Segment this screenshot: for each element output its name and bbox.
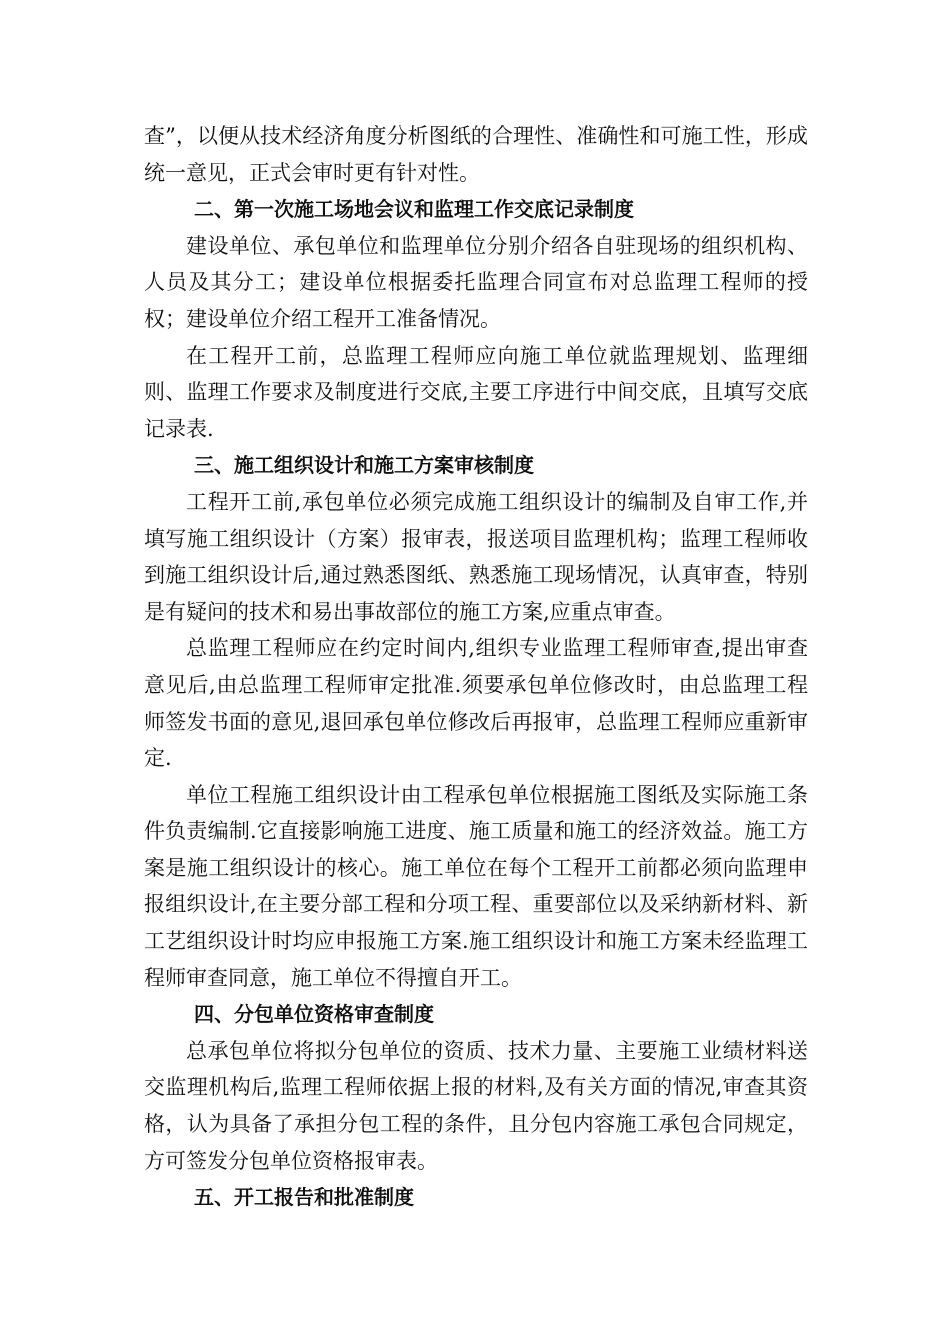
section-heading-3: 三、施工组织设计和施工方案审核制度 (194, 453, 534, 478)
paragraph: 总承包单位将拟分包单位的资质、技术力量、主要施工业绩材料送交监理机构后,监理工程师依据上报的材料,及有关方面的情况,审查其资格，认为具备了承担分包工程的条件，且分包内容施工承包合同规定，方可签发分包单位资格报审表。 (144, 1038, 808, 1173)
paragraph: 单位工程施工组织设计由工程承包单位根据施工图纸及实际施工条件负责编制.它直接影响施工进度、施工质量和施工的经济效益。施工方案是施工组织设计的核心。施工单位在每个工程开工前都必须向监理申报组织设计,在主要分部工程和分项工程、重要部位以及采纳新材料、新工艺组织设计时均应申报施工方案.施工组织设计和施工方案未经监理工程师审查同意，施工单位不得擅自开工。 (144, 782, 808, 990)
document-body (144, 118, 808, 1216)
paragraph: 在工程开工前，总监理工程师应向施工单位就监理规划、监理细则、监理工作要求及制度进行交底,主要工序进行中间交底，且填写交底记录表. (144, 343, 808, 441)
paragraph: 工程开工前,承包单位必须完成施工组织设计的编制及自审工作,并填写施工组织设计（方案）报审表，报送项目监理机构；监理工程师收到施工组织设计后,通过熟悉图纸、熟悉施工现场情况，认真审查，特别是有疑问的技术和易出事故部位的施工方案,应重点审查。 (144, 489, 808, 624)
paragraph: 总监理工程师应在约定时间内,组织专业监理工程师审查,提出审查意见后,由总监理工程师审定批准.须要承包单位修改时，由总监理工程师签发书面的意见,退回承包单位修改后再报审，总监理工程师应重新审定. (144, 636, 808, 771)
section-heading-2: 二、第一次施工场地会议和监理工作交底记录制度 (194, 197, 634, 222)
paragraph: 建设单位、承包单位和监理单位分别介绍各自驻现场的组织机构、人员及其分工；建设单位根据委托监理合同宣布对总监理工程师的授权；建设单位介绍工程开工准备情况。 (144, 233, 808, 331)
section-heading-5: 五、开工报告和批准制度 (194, 1185, 414, 1210)
section-heading-4: 四、分包单位资格审查制度 (194, 1002, 434, 1027)
paragraph-continued: 查”，以便从技术经济角度分析图纸的合理性、准确性和可施工性，形成统一意见，正式会审时更有针对性。 (144, 124, 808, 185)
